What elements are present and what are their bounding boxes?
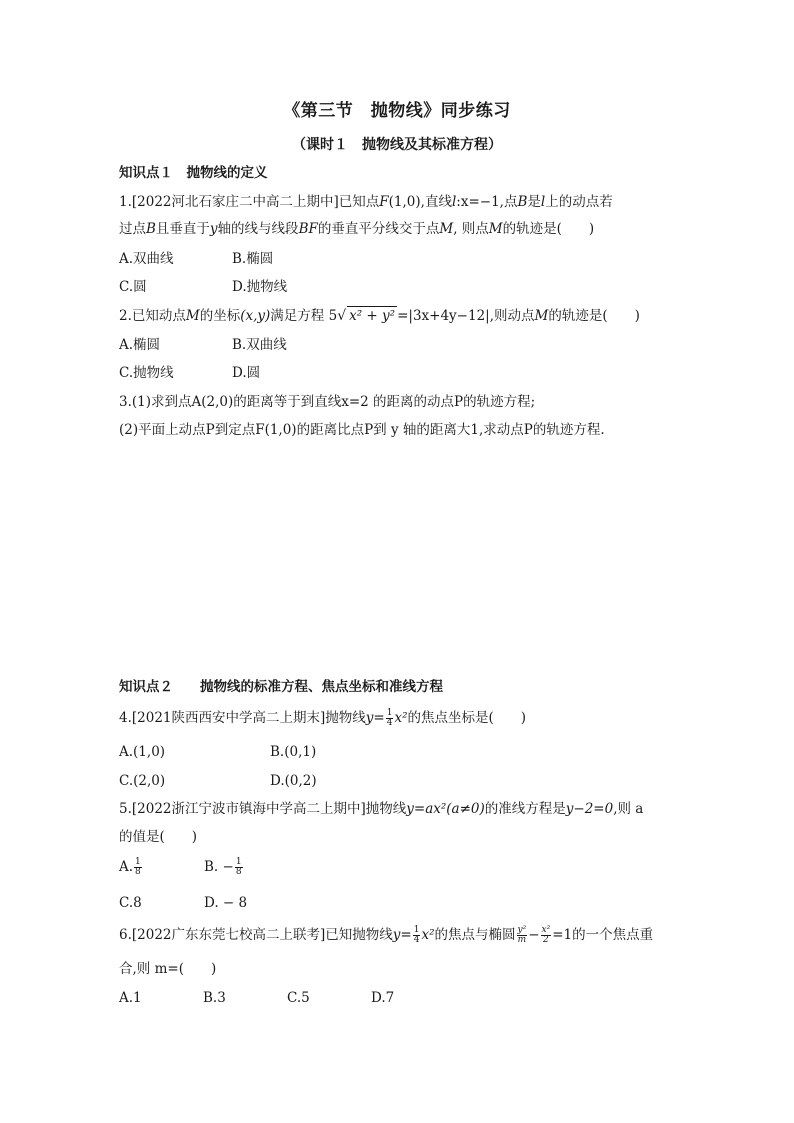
q6-option-d: D.7	[371, 990, 395, 1006]
q4-text: 4.[2021陕西西安中学高二上期末]抛物线	[119, 710, 366, 726]
q1-line2	[119, 220, 594, 238]
option-label: A.	[119, 859, 134, 875]
frac-denominator: 8	[135, 867, 141, 877]
q5-text: ,则 a	[613, 801, 644, 817]
q1-text: 轴的线与线段	[217, 221, 299, 237]
q1-option-b: B.椭圆	[232, 251, 274, 267]
q5-option-a	[119, 858, 143, 877]
frac-denominator: 8	[235, 867, 242, 877]
q6-fraction	[413, 926, 421, 945]
q6-option-a: A.1	[119, 990, 142, 1006]
frac-numerator: 1	[235, 857, 242, 867]
q3-line2: (2)平面上动点P到定点F(1,0)的距离比点P到 y 轴的距离大1,求动点P的轨迹方程.	[119, 422, 605, 438]
q4-eq: x²	[394, 710, 408, 726]
q1-var-y: y	[209, 221, 218, 237]
q6-eq: =1	[552, 927, 573, 943]
q4-text: 的焦点坐标是( )	[407, 710, 527, 726]
q6-ellipse-frac2	[541, 926, 552, 945]
q5-b-fraction	[235, 858, 243, 877]
q2-text: 满足方程 5	[270, 308, 338, 324]
page-title: 《第三节 抛物线》同步练习	[283, 101, 511, 121]
q5-eq: y=ax²(a≠0)	[406, 801, 485, 817]
q2-option-d: D.圆	[232, 365, 261, 381]
q6-text: 的焦点与椭圆	[434, 927, 516, 943]
q1-text: 1.[2022河北石家庄二中高二上期中]已知点	[119, 194, 380, 210]
q5-line1	[119, 800, 643, 818]
q2-option-c: C.抛物线	[119, 365, 174, 381]
q1-var-BF: BF	[298, 221, 318, 237]
q1-var-B: B	[517, 194, 528, 210]
q4-option-c: C.(2,0)	[119, 773, 166, 789]
q6-line2: 合,则 m=( )	[119, 961, 217, 977]
q1-option-d: D.抛物线	[232, 279, 288, 295]
frac-numerator: 1	[135, 857, 141, 867]
q1-var-l: l	[451, 194, 457, 210]
q6-option-b: B.3	[203, 990, 226, 1006]
q2-var-M: M	[534, 308, 549, 324]
q1-text: 且垂直于	[155, 221, 210, 237]
q1-text: , 则点	[453, 221, 489, 237]
q2-var-M: M	[185, 308, 200, 324]
q1-option-c: C.圆	[119, 279, 147, 295]
section2-heading: 知识点２ 抛物线的标准方程、焦点坐标和准线方程	[119, 679, 443, 695]
q5-option-d: D. − 8	[204, 895, 248, 911]
frac-denominator: 4	[386, 718, 393, 728]
q1-line1	[119, 193, 613, 211]
q2-option-a: A.椭圆	[119, 337, 161, 353]
sqrt-symbol: √	[337, 308, 347, 324]
q1-var-F: F	[379, 194, 389, 210]
q1-text: 是	[527, 194, 541, 210]
q5-line2: 的值是( )	[119, 829, 198, 845]
q1-text: 的垂直平分线交于点	[317, 221, 440, 237]
q1-var-l: l	[540, 194, 546, 210]
q2-sqrt-expr: x² + y²	[349, 308, 396, 324]
q3-line1: 3.(1)求到点A(2,0)的距离等于到直线x=2 的距离的动点P的轨迹方程;	[119, 394, 536, 410]
q1-var-B: B	[146, 221, 156, 237]
q2-text: 的轨迹是( )	[548, 308, 640, 324]
q6-line1	[119, 926, 653, 945]
q4-option-b: B.(0,1)	[270, 744, 317, 760]
q2-text: =|3x+4y−12|,则动点	[397, 308, 535, 324]
frac-numerator: 1	[413, 925, 420, 935]
page-subtitle: （课时１ 抛物线及其标准方程）	[292, 137, 502, 153]
q1-text: 过点	[119, 221, 146, 237]
frac-numerator: 1	[386, 708, 393, 718]
q5-text: 的准线方程是	[484, 801, 566, 817]
q5-a-fraction	[134, 858, 142, 877]
q5-option-b	[204, 858, 244, 877]
q4-eq: y=	[365, 710, 385, 726]
q4-option-a: A.(1,0)	[119, 744, 166, 760]
q5-option-c: C.8	[119, 895, 142, 911]
q6-ellipse-frac1	[517, 926, 528, 945]
q1-text: :x=−1,点	[456, 194, 518, 210]
frac-denominator: m	[517, 935, 527, 945]
frac-numerator: x²	[541, 925, 551, 935]
q1-var-M: M	[439, 221, 454, 237]
q4-option-d: D.(0,2)	[270, 773, 317, 789]
frac-denominator: 4	[413, 935, 420, 945]
q6-eq: −	[528, 927, 540, 943]
q1-var-M: M	[488, 221, 503, 237]
q1-text: (1,0),直线	[388, 194, 452, 210]
q2-line	[119, 306, 640, 325]
option-label: B. −	[204, 859, 234, 875]
q5-eq: y−2=0	[565, 801, 614, 817]
q1-option-a: A.双曲线	[119, 251, 174, 267]
q6-text: 的一个焦点重	[572, 927, 654, 943]
q2-option-b: B.双曲线	[232, 337, 287, 353]
q2-text: 的坐标	[199, 308, 241, 324]
q4-line	[119, 709, 526, 728]
q5-text: 5.[2022浙江宁波市镇海中学高二上期中]抛物线	[119, 801, 407, 817]
q4-fraction	[386, 709, 394, 728]
q6-eq: y=	[392, 927, 412, 943]
q2-text: 2.已知动点	[119, 308, 186, 324]
q2-var-xy: (x,y)	[240, 308, 271, 324]
q6-eq: x²	[421, 927, 435, 943]
frac-denominator: 2	[542, 935, 549, 945]
q6-text: 6.[2022广东东莞七校高二上联考]已知抛物线	[119, 927, 393, 943]
frac-numerator: y²	[517, 925, 527, 935]
q6-option-c: C.5	[287, 990, 310, 1006]
q1-text: 的轨迹是( )	[502, 221, 595, 237]
q1-text: 上的动点若	[545, 194, 613, 210]
section1-heading: 知识点１ 抛物线的定义	[119, 165, 268, 181]
